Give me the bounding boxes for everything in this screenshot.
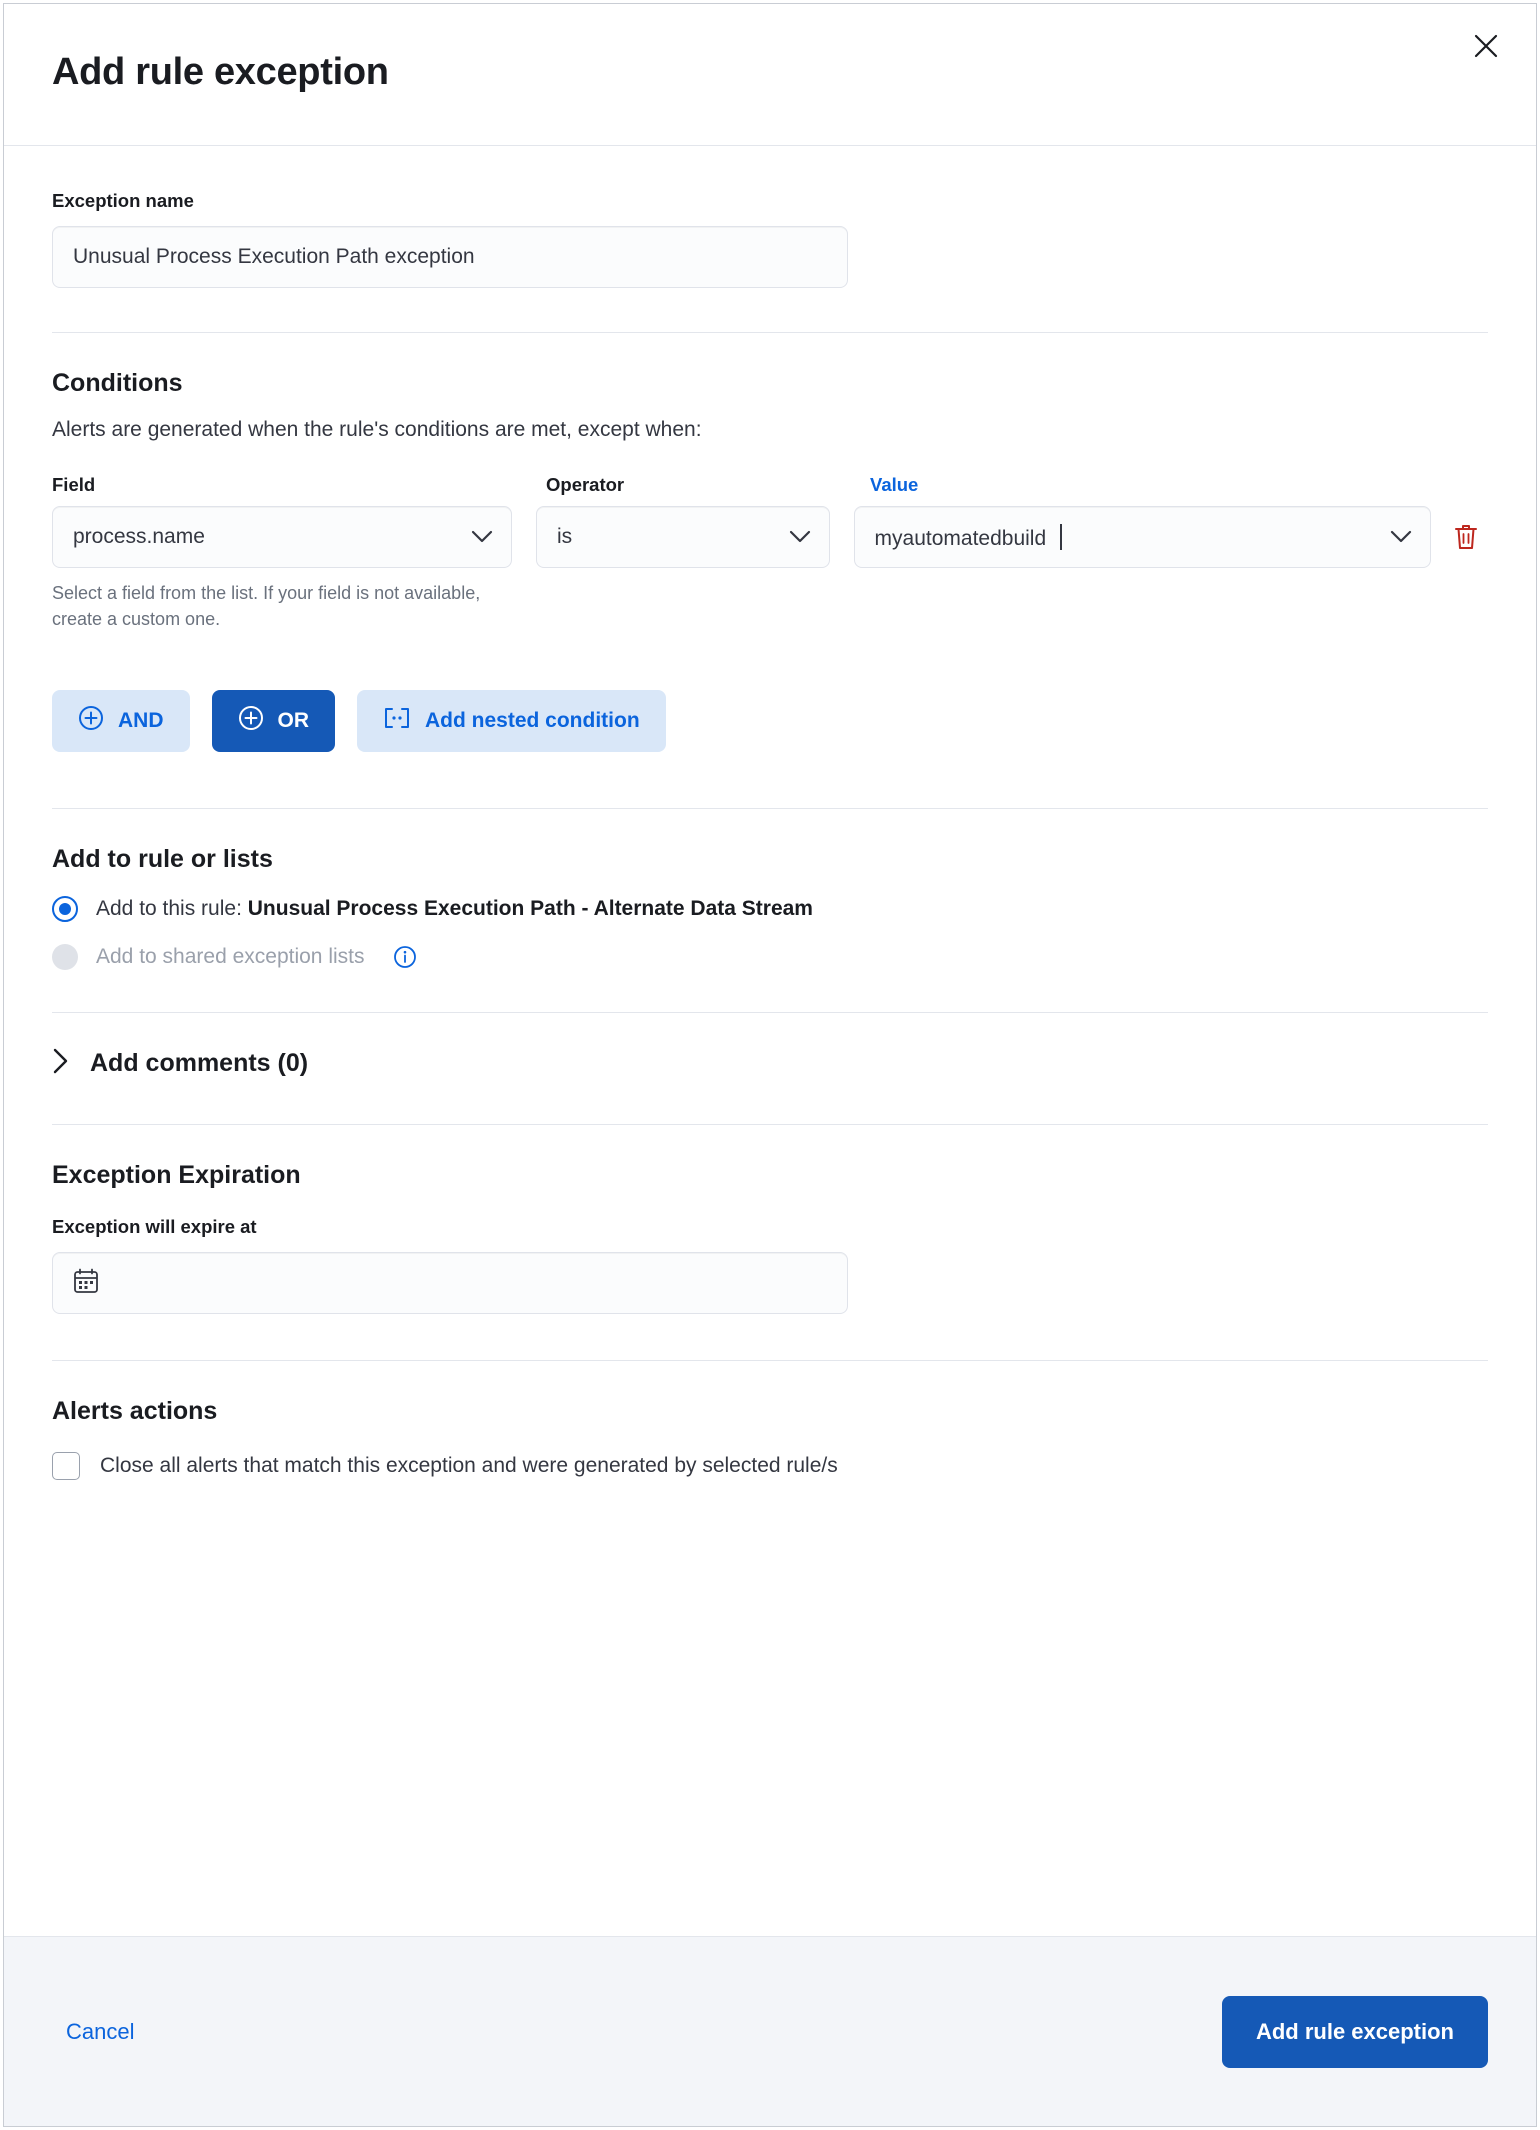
- checkbox-icon[interactable]: [52, 1452, 80, 1480]
- radio-label-shared-lists: Add to shared exception lists: [96, 945, 365, 969]
- add-rule-exception-button[interactable]: Add rule exception: [1222, 1996, 1488, 2068]
- radio-option-shared-lists[interactable]: [52, 944, 1488, 970]
- chevron-down-icon: [469, 524, 495, 550]
- column-header-operator: Operator: [546, 474, 625, 495]
- column-header-field: Field: [52, 474, 96, 495]
- operator-select[interactable]: [536, 506, 830, 568]
- flyout-footer: [4, 1936, 1536, 2126]
- expiration-section: [52, 1125, 1488, 1314]
- value-combobox[interactable]: [854, 506, 1431, 568]
- conditions-column-headers: [52, 474, 1488, 506]
- flyout-header: [4, 4, 1536, 146]
- add-to-rule-section: [52, 809, 1488, 970]
- radio-icon-selected: [52, 896, 78, 922]
- conditions-section: [52, 333, 1488, 752]
- trash-icon[interactable]: [1445, 506, 1488, 568]
- conditions-description: Alerts are generated when the rule's conditions are met, except when:: [52, 418, 702, 441]
- chevron-down-icon: [1388, 524, 1414, 550]
- chevron-down-icon: [787, 524, 813, 550]
- radio-option-this-rule[interactable]: [52, 896, 1488, 922]
- radio-icon-disabled: [52, 944, 78, 970]
- column-header-value: Value: [870, 474, 919, 495]
- add-and-button[interactable]: [52, 690, 190, 752]
- calendar-icon: [71, 1266, 101, 1301]
- add-or-label: OR: [277, 709, 309, 733]
- close-alerts-checkbox-label: Close all alerts that match this exception and were generated by selected rule/s: [100, 1454, 838, 1478]
- condition-action-buttons: [52, 690, 1488, 752]
- radio-label-prefix: Add to this rule:: [96, 897, 248, 921]
- radio-label-rule-name: Unusual Process Execution Path - Alternate Data Stream: [247, 897, 813, 921]
- chevron-right-icon: [52, 1047, 70, 1080]
- flyout-body: [4, 146, 1536, 1936]
- add-and-label: AND: [118, 709, 164, 733]
- comments-section: [52, 1013, 1488, 1080]
- page-title: Add rule exception: [52, 51, 389, 93]
- close-icon[interactable]: [1464, 24, 1508, 68]
- add-or-button[interactable]: [212, 690, 336, 752]
- nested-icon: [383, 706, 411, 736]
- plus-circle-icon: [238, 705, 264, 737]
- add-comments-label: Add comments (0): [90, 1049, 309, 1078]
- field-help-text: Select a field from the list. If your field is not available, create a custom one.: [52, 583, 481, 630]
- add-nested-condition-button[interactable]: [357, 690, 666, 752]
- exception-name-block: [52, 146, 1488, 288]
- info-icon[interactable]: [393, 945, 417, 969]
- radio-label-this-rule: [96, 897, 813, 921]
- plus-circle-icon: [78, 705, 104, 737]
- condition-row: [52, 506, 1488, 568]
- field-select-value: process.name: [73, 525, 205, 548]
- expiration-title: Exception Expiration: [52, 1161, 301, 1190]
- field-select[interactable]: [52, 506, 512, 568]
- add-to-rule-title: Add to rule or lists: [52, 845, 273, 874]
- cancel-button[interactable]: Cancel: [52, 2009, 148, 2055]
- text-cursor: [1060, 524, 1062, 550]
- alerts-actions-section: [52, 1361, 1488, 1480]
- add-comments-toggle[interactable]: [52, 1047, 1488, 1080]
- operator-select-value: is: [556, 525, 573, 548]
- alerts-actions-title: Alerts actions: [52, 1397, 218, 1426]
- value-combobox-value: myautomatedbuild: [874, 526, 1047, 550]
- add-rule-exception-flyout: [3, 3, 1537, 2127]
- conditions-title: Conditions: [52, 369, 183, 397]
- close-alerts-checkbox-row[interactable]: [52, 1452, 1488, 1480]
- expiration-date-input[interactable]: [52, 1252, 848, 1314]
- expiration-sublabel: Exception will expire at: [52, 1216, 257, 1238]
- exception-name-label: Exception name: [52, 190, 194, 211]
- exception-name-input[interactable]: Unusual Process Execution Path exception: [52, 226, 848, 288]
- add-nested-condition-label: Add nested condition: [425, 709, 640, 733]
